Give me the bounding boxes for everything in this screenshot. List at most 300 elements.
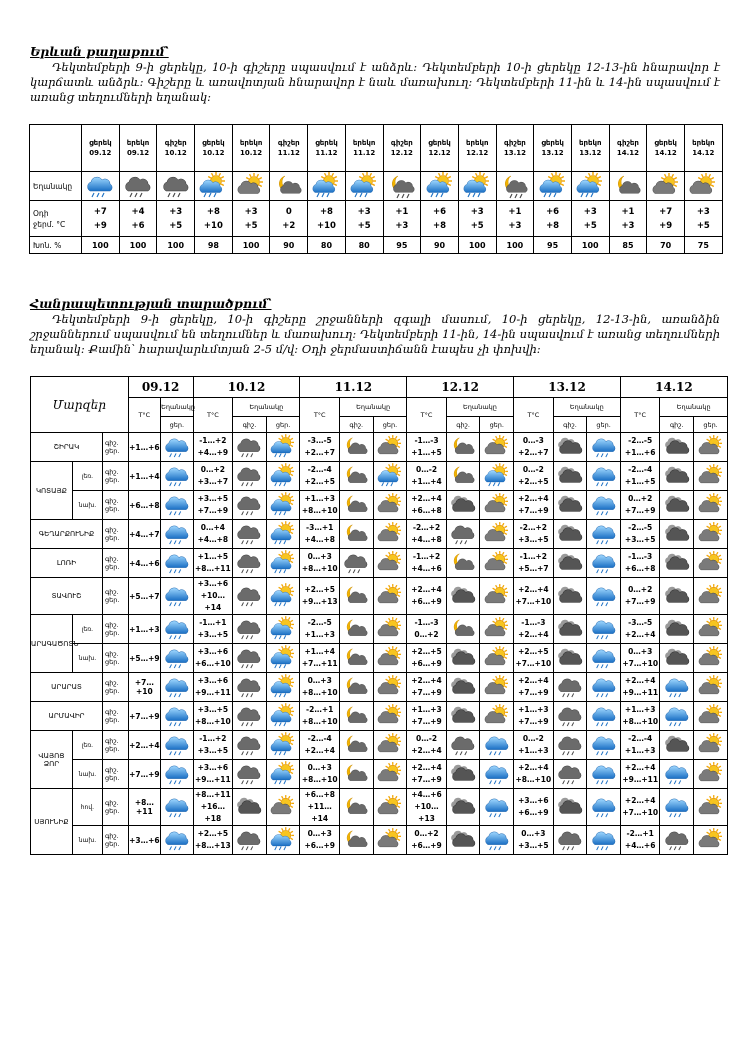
temperature-range: +1…+5 +8…+11 bbox=[193, 549, 232, 578]
night-day-label: գիշ. ցեր. bbox=[103, 578, 129, 615]
dark-cloud-icon bbox=[446, 702, 480, 731]
region-name: ԱՐԱՐԱՏ bbox=[31, 673, 103, 702]
temperature-range: +4…+6 bbox=[128, 549, 161, 578]
rain-cloud-icon bbox=[480, 760, 514, 789]
day-header: ցեր. bbox=[266, 417, 300, 433]
period-header: երեկո 10.12 bbox=[232, 125, 270, 172]
rain-cloud-icon bbox=[161, 702, 194, 731]
dark-cloud-icon bbox=[660, 549, 694, 578]
temperature-range: 0…+4 +4…+8 bbox=[193, 520, 232, 549]
moon-cloud-icon bbox=[339, 520, 373, 549]
temperature-range: +2…+4 +9…+11 bbox=[620, 760, 659, 789]
rain-cloud-icon bbox=[480, 789, 514, 826]
humidity-row-label: Խոն. % bbox=[30, 237, 82, 254]
moon-cloud-icon bbox=[339, 760, 373, 789]
temperature-range: +2…+5 +9…+13 bbox=[300, 578, 339, 615]
sun-cloud-rain-icon bbox=[266, 462, 300, 491]
period-header: ցերեկ 09.12 bbox=[82, 125, 120, 172]
moon-cloud-icon bbox=[446, 462, 480, 491]
sun-cloud-rain-icon bbox=[571, 172, 609, 201]
rain-cloud-icon bbox=[161, 731, 194, 760]
temperature-range: -3…+1 +4…+8 bbox=[300, 520, 339, 549]
sun-cloud-icon bbox=[480, 702, 514, 731]
temperature-range: +3…+6 +10…+14 bbox=[193, 578, 232, 615]
rain-cloud-icon bbox=[161, 615, 194, 644]
rain-cloud-icon bbox=[660, 702, 694, 731]
region-name: ԱՐԱԳԱԾՈՏՆ bbox=[31, 615, 73, 673]
sun-cloud-icon bbox=[694, 760, 728, 789]
temperature-range: -2…+1 +4…+6 bbox=[620, 826, 659, 855]
sun-cloud-icon bbox=[647, 172, 685, 201]
humidity-value: 75 bbox=[685, 237, 723, 254]
sun-cloud-icon bbox=[685, 172, 723, 201]
rain-cloud-icon bbox=[587, 549, 621, 578]
temperature-range: -1…-3 +1…+5 bbox=[407, 433, 446, 462]
sun-cloud-rain-icon bbox=[266, 549, 300, 578]
temperature-range: +3…+6 +9…+11 bbox=[193, 673, 232, 702]
republic-forecast-text: Դեկտեմբերի 9-ի ցերեկը, 10-ի գիշերը շրջանների զգալի մասում, 10-ի ցերեկը, 12-13-ին, առանձին շրջաններում սպասվում են տեղումներ և մառախուղ: Դեկտեմբերի 11-ին, 14-ին սպասվում է առանց տեղումների եղանակ: Քամին՝ հարավարևմտյան 2-5 մ/վ: Օդի ջերմաստիճանն էապես չի փոխվի: bbox=[30, 312, 720, 356]
region-name: ԳԵՂԱՐՔՈՒՆԻՔ bbox=[31, 520, 103, 549]
dark-cloud-icon bbox=[446, 826, 480, 855]
moon-cloud-icon bbox=[609, 172, 647, 201]
humidity-value: 100 bbox=[496, 237, 534, 254]
temperature-range: 0…+2 +6…+9 bbox=[407, 826, 446, 855]
temperature-range: -2…-4 +1…+3 bbox=[620, 731, 659, 760]
rain-cloud-icon bbox=[480, 826, 514, 855]
sun-cloud-rain-icon bbox=[266, 491, 300, 520]
night-header: գիշ. bbox=[339, 417, 373, 433]
temperature-range: +3 +5 bbox=[232, 201, 270, 237]
dark-cloud-rain-icon bbox=[233, 615, 267, 644]
temperature-range: -1…+2 +4…+9 bbox=[193, 433, 232, 462]
night-day-label: գիշ. ցեր. bbox=[103, 491, 129, 520]
humidity-value: 100 bbox=[82, 237, 120, 254]
dark-cloud-rain-icon bbox=[553, 731, 587, 760]
rain-cloud-icon bbox=[161, 644, 194, 673]
night-day-label: գիշ. ցեր. bbox=[103, 673, 129, 702]
dark-cloud-rain-icon bbox=[660, 826, 694, 855]
weather-row-label: Եղանակը bbox=[30, 172, 82, 201]
temperature-range: +4…+6 +10…+13 bbox=[407, 789, 446, 826]
humidity-value: 90 bbox=[421, 237, 459, 254]
dark-cloud-icon bbox=[446, 644, 480, 673]
sun-cloud-icon bbox=[694, 578, 728, 615]
period-header: գիշեր 10.12 bbox=[157, 125, 195, 172]
yerevan-title: Երևան քաղաքում՝ bbox=[30, 44, 169, 59]
temperature-range: -1…-3 +2…+4 bbox=[514, 615, 553, 644]
temperature-range: +8 +10 bbox=[308, 201, 346, 237]
period-header: գիշեր 11.12 bbox=[270, 125, 308, 172]
rain-cloud-icon bbox=[587, 462, 621, 491]
zone-label: լեռ. bbox=[72, 731, 102, 760]
weather-header: Եղանակը bbox=[339, 398, 406, 417]
sun-cloud-icon bbox=[480, 644, 514, 673]
sun-cloud-icon bbox=[694, 789, 728, 826]
dark-cloud-rain-icon bbox=[446, 520, 480, 549]
rain-cloud-icon bbox=[161, 760, 194, 789]
sun-cloud-rain-icon bbox=[266, 644, 300, 673]
rain-cloud-icon bbox=[587, 491, 621, 520]
rain-cloud-icon bbox=[161, 520, 194, 549]
temperature-range: +6 +8 bbox=[421, 201, 459, 237]
temperature-range: -2…+2 +3…+5 bbox=[514, 520, 553, 549]
temperature-range: -2…+1 +8…+10 bbox=[300, 702, 339, 731]
yerevan-forecast-text: Դեկտեմբերի 9-ի ցերեկը, 10-ի գիշերը սպասվում է անձրև: Դեկտեմբերի 10-ի ցերեկը 12-13-ին հնարավոր է կարճատև անձրև: Գիշերը և առավոտյան հնարավոր է նաև մառախուղ: Դեկտեմբերի 11-ին և 14-ին սպասվում է առանց տեղումների եղանակ: bbox=[30, 60, 720, 104]
night-day-label: գիշ. ցեր. bbox=[103, 760, 129, 789]
sun-cloud-icon bbox=[480, 673, 514, 702]
temperature-range: -1…+1 +3…+5 bbox=[193, 615, 232, 644]
dark-cloud-icon bbox=[446, 760, 480, 789]
sun-cloud-rain-icon bbox=[534, 172, 572, 201]
temperature-range: 0…+3 +6…+9 bbox=[300, 826, 339, 855]
dark-cloud-icon bbox=[553, 462, 587, 491]
temperature-range: +2…+4 +7…+10 bbox=[514, 578, 553, 615]
zone-label: նախ. bbox=[72, 491, 102, 520]
dark-cloud-rain-icon bbox=[233, 673, 267, 702]
zone-label: նախ. bbox=[72, 644, 102, 673]
dark-cloud-icon bbox=[446, 673, 480, 702]
period-header: ցերեկ 12.12 bbox=[421, 125, 459, 172]
dark-cloud-icon bbox=[553, 433, 587, 462]
temperature-range: +5…+9 bbox=[128, 644, 161, 673]
dark-cloud-icon bbox=[660, 644, 694, 673]
temperature-range: +3…+6 +6…+10 bbox=[193, 644, 232, 673]
sun-cloud-rain-icon bbox=[458, 172, 496, 201]
sun-cloud-icon bbox=[232, 172, 270, 201]
humidity-value: 100 bbox=[157, 237, 195, 254]
temperature-range: +7…+9 bbox=[128, 760, 161, 789]
sun-cloud-icon bbox=[694, 673, 728, 702]
moon-cloud-icon bbox=[270, 172, 308, 201]
regions-forecast-table bbox=[30, 376, 728, 855]
republic-title: Հանրապետության տարածքում՝ bbox=[30, 296, 272, 311]
temperature-range: 0…-2 +2…+4 bbox=[407, 731, 446, 760]
sun-cloud-rain-icon bbox=[266, 520, 300, 549]
dark-cloud-rain-icon bbox=[233, 702, 267, 731]
period-header: ցերեկ 14.12 bbox=[647, 125, 685, 172]
temperature-range: -3…-5 +2…+7 bbox=[300, 433, 339, 462]
sun-cloud-icon bbox=[373, 578, 407, 615]
temperature-range: -1…+2 +5…+7 bbox=[514, 549, 553, 578]
temperature-range: +2…+4 +7…+9 bbox=[514, 491, 553, 520]
temperature-range: +2…+4 +8…+10 bbox=[514, 760, 553, 789]
corner-cell bbox=[30, 125, 82, 172]
temperature-range: +4 +6 bbox=[119, 201, 157, 237]
temperature-range: +1…+6 bbox=[128, 433, 161, 462]
moon-cloud-icon bbox=[446, 549, 480, 578]
dark-cloud-rain-icon bbox=[339, 549, 373, 578]
rain-cloud-icon bbox=[587, 520, 621, 549]
temperature-range: +6…+8 +11…+14 bbox=[300, 789, 339, 826]
night-day-label: գիշ. ցեր. bbox=[103, 644, 129, 673]
moon-cloud-icon bbox=[339, 702, 373, 731]
temperature-range: 0…+3 +3…+5 bbox=[514, 826, 553, 855]
dark-cloud-rain-icon bbox=[233, 549, 267, 578]
temperature-range: 0…-2 +1…+4 bbox=[407, 462, 446, 491]
weather-header: Եղանակը bbox=[446, 398, 513, 417]
day-header: ցեր. bbox=[694, 417, 728, 433]
rain-cloud-icon bbox=[161, 673, 194, 702]
humidity-value: 95 bbox=[534, 237, 572, 254]
zone-label: լեռ. bbox=[72, 615, 102, 644]
temperature-range: 0…-3 +2…+7 bbox=[514, 433, 553, 462]
temperature-range: 0…+2 +3…+7 bbox=[193, 462, 232, 491]
date-header: 13.12 bbox=[514, 377, 621, 398]
rain-cloud-icon bbox=[480, 731, 514, 760]
weather-header: Եղանակը bbox=[233, 398, 300, 417]
temperature-range: +1 +3 bbox=[383, 201, 421, 237]
period-header: երեկո 11.12 bbox=[345, 125, 383, 172]
dark-cloud-rain-icon bbox=[553, 673, 587, 702]
dark-cloud-icon bbox=[553, 615, 587, 644]
sun-cloud-rain-icon bbox=[421, 172, 459, 201]
humidity-value: 98 bbox=[195, 237, 233, 254]
zone-label: լեռ. bbox=[72, 462, 102, 491]
temperature-range: -2…-4 +2…+4 bbox=[300, 731, 339, 760]
sun-cloud-icon bbox=[480, 578, 514, 615]
sun-cloud-icon bbox=[373, 731, 407, 760]
yerevan-forecast-table bbox=[29, 124, 723, 254]
dark-cloud-rain-icon bbox=[553, 702, 587, 731]
temperature-range: +6 +8 bbox=[534, 201, 572, 237]
weather-header: Եղանակը bbox=[553, 398, 620, 417]
dark-cloud-rain-icon bbox=[233, 462, 267, 491]
temperature-range: 0…+2 +7…+9 bbox=[620, 578, 659, 615]
dark-cloud-rain-icon bbox=[233, 826, 267, 855]
night-day-label: գիշ. ցեր. bbox=[103, 789, 129, 826]
rain-cloud-icon bbox=[587, 673, 621, 702]
region-name: ՇԻՐԱԿ bbox=[31, 433, 103, 462]
moon-cloud-rain-icon bbox=[383, 172, 421, 201]
temperature-range: +3 +5 bbox=[458, 201, 496, 237]
temperature-range: +1 +3 bbox=[609, 201, 647, 237]
dark-cloud-rain-icon bbox=[233, 760, 267, 789]
temperature-range: +1…+4 bbox=[128, 462, 161, 491]
humidity-value: 100 bbox=[119, 237, 157, 254]
night-header: գիշ. bbox=[446, 417, 480, 433]
sun-cloud-icon bbox=[373, 491, 407, 520]
period-header: երեկո 12.12 bbox=[458, 125, 496, 172]
temperature-range: +2…+4 +7…+9 bbox=[514, 673, 553, 702]
day-header: ցեր. bbox=[480, 417, 514, 433]
sun-cloud-rain-icon bbox=[266, 731, 300, 760]
temperature-range: +1…+3 +8…+10 bbox=[300, 491, 339, 520]
sun-cloud-icon bbox=[373, 673, 407, 702]
weather-header: Եղանակը bbox=[660, 398, 728, 417]
temperature-range: +8…+11 bbox=[128, 789, 161, 826]
humidity-value: 80 bbox=[345, 237, 383, 254]
sun-cloud-rain-icon bbox=[266, 578, 300, 615]
humidity-value: 95 bbox=[383, 237, 421, 254]
moon-cloud-icon bbox=[446, 615, 480, 644]
period-header: ցերեկ 11.12 bbox=[308, 125, 346, 172]
period-header: գիշեր 12.12 bbox=[383, 125, 421, 172]
dark-cloud-icon bbox=[553, 578, 587, 615]
temperature-range: -3…-5 +2…+4 bbox=[620, 615, 659, 644]
sun-cloud-icon bbox=[373, 615, 407, 644]
temperature-range: +2…+4 +9…+11 bbox=[620, 673, 659, 702]
rain-cloud-icon bbox=[161, 462, 194, 491]
period-header: ցերեկ 10.12 bbox=[195, 125, 233, 172]
rain-cloud-icon bbox=[587, 644, 621, 673]
sun-cloud-icon bbox=[480, 549, 514, 578]
temperature-range: +4…+7 bbox=[128, 520, 161, 549]
temperature-range: +2…+5 +7…+10 bbox=[514, 644, 553, 673]
weather-header: Եղանակը bbox=[161, 398, 194, 417]
temperature-range: +2…+4 +6…+9 bbox=[407, 578, 446, 615]
marz-header: Մարզեր bbox=[31, 377, 129, 433]
dark-cloud-icon bbox=[553, 520, 587, 549]
sun-cloud-icon bbox=[694, 731, 728, 760]
temperature-range: -2…-4 +2…+5 bbox=[300, 462, 339, 491]
temperature-range: -1…-3 +6…+8 bbox=[620, 549, 659, 578]
temperature-range: +2…+5 +6…+9 bbox=[407, 644, 446, 673]
dark-cloud-rain-icon bbox=[233, 491, 267, 520]
humidity-value: 100 bbox=[232, 237, 270, 254]
temperature-range: +2…+4 +7…+9 bbox=[407, 760, 446, 789]
moon-cloud-icon bbox=[339, 789, 373, 826]
temperature-range: +7…+9 bbox=[128, 702, 161, 731]
sun-cloud-icon bbox=[480, 520, 514, 549]
temperature-range: +6…+8 bbox=[128, 491, 161, 520]
dark-cloud-icon bbox=[446, 491, 480, 520]
temperature-range: 0…-2 +2…+5 bbox=[514, 462, 553, 491]
temperature-range: -2…-4 +1…+5 bbox=[620, 462, 659, 491]
date-header: 10.12 bbox=[193, 377, 300, 398]
moon-cloud-icon bbox=[339, 578, 373, 615]
dark-cloud-rain-icon bbox=[157, 172, 195, 201]
dark-cloud-rain-icon bbox=[553, 826, 587, 855]
sun-cloud-icon bbox=[373, 549, 407, 578]
dark-cloud-rain-icon bbox=[233, 731, 267, 760]
period-header: գիշեր 13.12 bbox=[496, 125, 534, 172]
date-header: 11.12 bbox=[300, 377, 407, 398]
sun-cloud-icon bbox=[373, 644, 407, 673]
temperature-range: +7…+10 bbox=[128, 673, 161, 702]
temperature-range: -1…+2 +3…+5 bbox=[193, 731, 232, 760]
rain-cloud-icon bbox=[587, 702, 621, 731]
temperature-range: 0…+2 +7…+9 bbox=[620, 491, 659, 520]
temperature-range: -1…+2 +4…+6 bbox=[407, 549, 446, 578]
rain-cloud-icon bbox=[161, 578, 194, 615]
temp-header: T°C bbox=[300, 398, 339, 433]
moon-cloud-icon bbox=[339, 731, 373, 760]
sun-cloud-rain-icon bbox=[373, 462, 407, 491]
region-name: ՏԱՎՈՒՇ bbox=[31, 578, 103, 615]
sun-cloud-icon bbox=[694, 433, 728, 462]
dark-cloud-icon bbox=[446, 789, 480, 826]
rain-cloud-icon bbox=[587, 615, 621, 644]
rain-cloud-icon bbox=[587, 578, 621, 615]
date-header: 12.12 bbox=[407, 377, 514, 398]
rain-cloud-icon bbox=[587, 760, 621, 789]
zone-label: հով. bbox=[72, 789, 102, 826]
temperature-range: +2…+4 bbox=[128, 731, 161, 760]
temperature-range: +1…+3 +7…+9 bbox=[407, 702, 446, 731]
night-header: գիշ. bbox=[553, 417, 587, 433]
humidity-value: 100 bbox=[571, 237, 609, 254]
moon-cloud-rain-icon bbox=[496, 172, 534, 201]
temperature-range: -1…-3 0…+2 bbox=[407, 615, 446, 644]
humidity-value: 80 bbox=[308, 237, 346, 254]
sun-cloud-icon bbox=[266, 789, 300, 826]
region-name: ԼՈՌԻ bbox=[31, 549, 103, 578]
temperature-range: 0 +2 bbox=[270, 201, 308, 237]
temp-header: T°C bbox=[514, 398, 553, 433]
sun-cloud-icon bbox=[373, 826, 407, 855]
temperature-range: -2…+2 +4…+8 bbox=[407, 520, 446, 549]
temp-header: T°C bbox=[193, 398, 232, 433]
sun-cloud-icon bbox=[373, 789, 407, 826]
sun-cloud-rain-icon bbox=[266, 760, 300, 789]
sun-cloud-rain-icon bbox=[266, 433, 300, 462]
temperature-range: +3 +5 bbox=[571, 201, 609, 237]
temperature-range: -2…-5 +1…+6 bbox=[620, 433, 659, 462]
dark-cloud-rain-icon bbox=[233, 520, 267, 549]
dark-cloud-icon bbox=[233, 789, 267, 826]
dark-cloud-rain-icon bbox=[119, 172, 157, 201]
temperature-range: +2…+5 +8…+13 bbox=[193, 826, 232, 855]
night-day-label: գիշ. ցեր. bbox=[103, 549, 129, 578]
sun-cloud-icon bbox=[373, 702, 407, 731]
dark-cloud-icon bbox=[553, 549, 587, 578]
temperature-range: +7 +9 bbox=[647, 201, 685, 237]
temperature-range: +1…+3 +7…+9 bbox=[514, 702, 553, 731]
day-header: ցեր. bbox=[161, 417, 194, 433]
moon-cloud-icon bbox=[339, 433, 373, 462]
region-name: ԿՈՏԱՅՔ bbox=[31, 462, 73, 520]
night-day-label: գիշ. ցեր. bbox=[103, 462, 129, 491]
sun-cloud-icon bbox=[694, 826, 728, 855]
rain-cloud-icon bbox=[82, 172, 120, 201]
dark-cloud-icon bbox=[660, 433, 694, 462]
temp-header: T°C bbox=[128, 398, 161, 433]
temperature-range: 0…+3 +8…+10 bbox=[300, 673, 339, 702]
zone-label: նախ. bbox=[72, 760, 102, 789]
temperature-range: +2…+4 +6…+8 bbox=[407, 491, 446, 520]
temp-header: T°C bbox=[407, 398, 446, 433]
period-header: երեկո 13.12 bbox=[571, 125, 609, 172]
dark-cloud-rain-icon bbox=[233, 578, 267, 615]
temperature-range: +3…+6 +9…+11 bbox=[193, 760, 232, 789]
temperature-range: 0…+3 +8…+10 bbox=[300, 549, 339, 578]
rain-cloud-icon bbox=[660, 760, 694, 789]
region-name: ԱՐՄԱՎԻՐ bbox=[31, 702, 103, 731]
sun-cloud-icon bbox=[694, 520, 728, 549]
temperature-range: 0…+3 +8…+10 bbox=[300, 760, 339, 789]
night-day-label: գիշ. ցեր. bbox=[103, 433, 129, 462]
sun-cloud-icon bbox=[694, 549, 728, 578]
sun-cloud-icon bbox=[694, 462, 728, 491]
night-day-label: գիշ. ցեր. bbox=[103, 615, 129, 644]
rain-cloud-icon bbox=[587, 731, 621, 760]
sun-cloud-rain-icon bbox=[480, 462, 514, 491]
night-header: գիշ. bbox=[233, 417, 267, 433]
sun-cloud-rain-icon bbox=[308, 172, 346, 201]
moon-cloud-icon bbox=[339, 673, 373, 702]
sun-cloud-icon bbox=[480, 491, 514, 520]
temperature-range: +2…+4 +7…+10 bbox=[620, 789, 659, 826]
dark-cloud-rain-icon bbox=[446, 731, 480, 760]
dark-cloud-icon bbox=[660, 578, 694, 615]
temperature-range: 0…-2 +1…+3 bbox=[514, 731, 553, 760]
night-day-label: գիշ. ցեր. bbox=[103, 702, 129, 731]
rain-cloud-icon bbox=[161, 433, 194, 462]
sun-cloud-rain-icon bbox=[345, 172, 383, 201]
period-header: գիշեր 14.12 bbox=[609, 125, 647, 172]
temperature-range: +1…+4 +7…+11 bbox=[300, 644, 339, 673]
temperature-range: +3…+5 +7…+9 bbox=[193, 491, 232, 520]
